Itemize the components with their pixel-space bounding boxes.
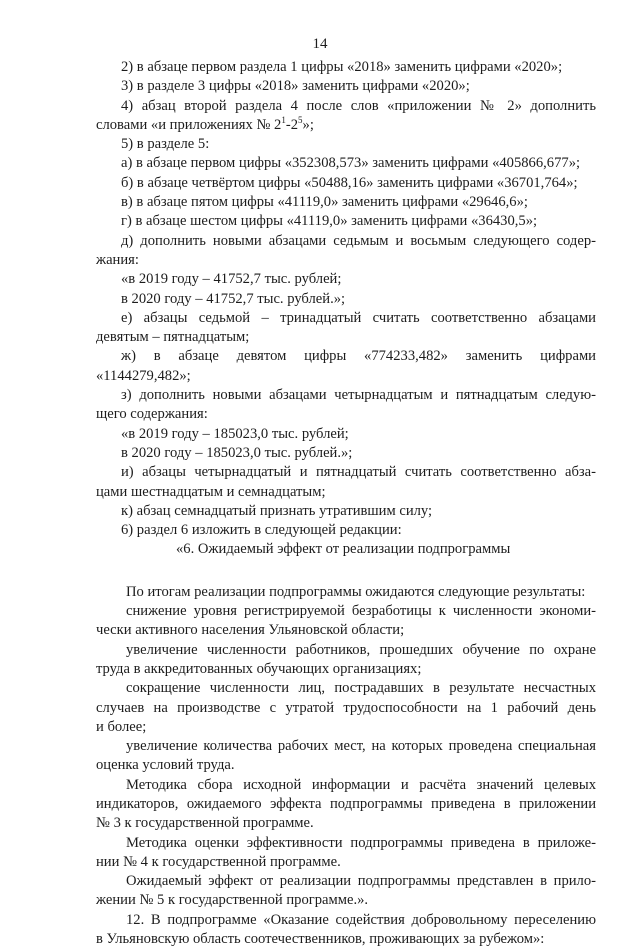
text-line: щего содержания: (96, 406, 208, 423)
section-heading: «6. Ожидаемый эффект от реализации подпрограммы (176, 541, 511, 558)
text-line: Ожидаемый эффект от реализации подпрограммы представлен в прило- (126, 873, 596, 890)
text-line: 6) раздел 6 изложить в следующей редакции: (121, 522, 402, 539)
page-number: 14 (312, 36, 328, 52)
text-line: «в 2019 году – 41752,7 тыс. рублей; (121, 271, 342, 288)
text-line: Методика сбора исходной информации и расчёта значений целевых (126, 776, 596, 793)
text-line: оценка условий труда. (96, 757, 235, 774)
document-body (96, 58, 596, 949)
text-line: чески активного населения Ульяновской области; (96, 622, 405, 639)
text-line: «1144279,482»; (96, 367, 191, 384)
text-line: жении № 5 к государственной программе.». (96, 892, 369, 909)
text-line: словами «и приложениях № $2^1-2^5$»; (96, 115, 314, 133)
text-line: девятым – пятнадцатым; (96, 329, 250, 346)
text-line: № 3 к государственной программе. (96, 815, 314, 832)
text-line: б) в абзаце четвёртом цифры «50488,16» заменить цифрами «36701,764»; (121, 174, 578, 191)
text-line: цами шестнадцатым и семнадцатым; (96, 483, 326, 500)
text-line: 2) в абзаце первом раздела 1 цифры «2018» заменить цифрами «2020»; (121, 59, 563, 75)
text-line: д) дополнить новыми абзацами седьмым и восьмым следующего содер- (121, 232, 596, 249)
text-line: 3) в разделе 3 цифры «2018» заменить цифрами «2020»; (121, 78, 470, 95)
text-line: в 2020 году – 185023,0 тыс. рублей.»; (121, 444, 353, 461)
text-line: е) абзацы седьмой – тринадцатый считать соответственно абзацами (121, 309, 596, 326)
text-line: з) дополнить новыми абзацами четырнадцатым и пятнадцатым следую- (121, 387, 596, 404)
paragraph-gap (96, 560, 596, 583)
text-line: ж) в абзаце девятом цифры «774233,482» заменить цифрами (121, 348, 596, 365)
text-line: и) абзацы четырнадцатый и пятнадцатый считать соответственно абза- (121, 464, 596, 481)
text-line: увеличение численности работников, прошедших обучение по охране (126, 641, 596, 658)
text-line: случаев на производстве с утратой трудоспособности на 1 рабочий день (96, 699, 596, 716)
text-line: в 2020 году – 41752,7 тыс. рублей.»; (121, 290, 346, 307)
text-line: По итогам реализации подпрограммы ожидаются следующие результаты: (126, 583, 586, 600)
text-line: Методика оценки эффективности подпрограммы приведена в приложе- (126, 834, 596, 851)
text-line: а) в абзаце первом цифры «352308,573» заменить цифрами «405866,677»; (121, 155, 581, 172)
text-line: 4) абзац второй раздела 4 после слов «приложении № 2» дополнить (121, 97, 596, 114)
text-line: увеличение количества рабочих мест, на которых проведена специальная (126, 738, 596, 755)
text-line: к) абзац семнадцатый признать утратившим силу; (121, 502, 433, 519)
text-line: г) в абзаце шестом цифры «41119,0» заменить цифрами «36430,5»; (121, 213, 538, 230)
text-line: жания: (96, 251, 139, 268)
text-line: в) в абзаце пятом цифры «41119,0» заменить цифрами «29646,6»; (121, 194, 528, 211)
text-line: в Ульяновскую область соотечественников, проживающих за рубежом»: (96, 931, 545, 948)
text-line: 5) в разделе 5: (121, 136, 210, 153)
text-line: сокращение численности лиц, пострадавших в результате несчастных (126, 680, 596, 697)
text-line: индикаторов, ожидаемого эффекта подпрограммы приведена в приложении (96, 795, 596, 812)
text-line: труда в аккредитованных обучающих организациях; (96, 660, 422, 677)
text-line: и более; (96, 718, 147, 735)
text-line: 12. В подпрограмме «Оказание содействия добровольному переселению (126, 911, 596, 928)
text-line: снижение уровня регистрируемой безработицы к численности экономи- (126, 603, 596, 620)
text-line: нии № 4 к государственной программе. (96, 853, 341, 870)
text-line: «в 2019 году – 185023,0 тыс. рублей; (121, 425, 349, 442)
